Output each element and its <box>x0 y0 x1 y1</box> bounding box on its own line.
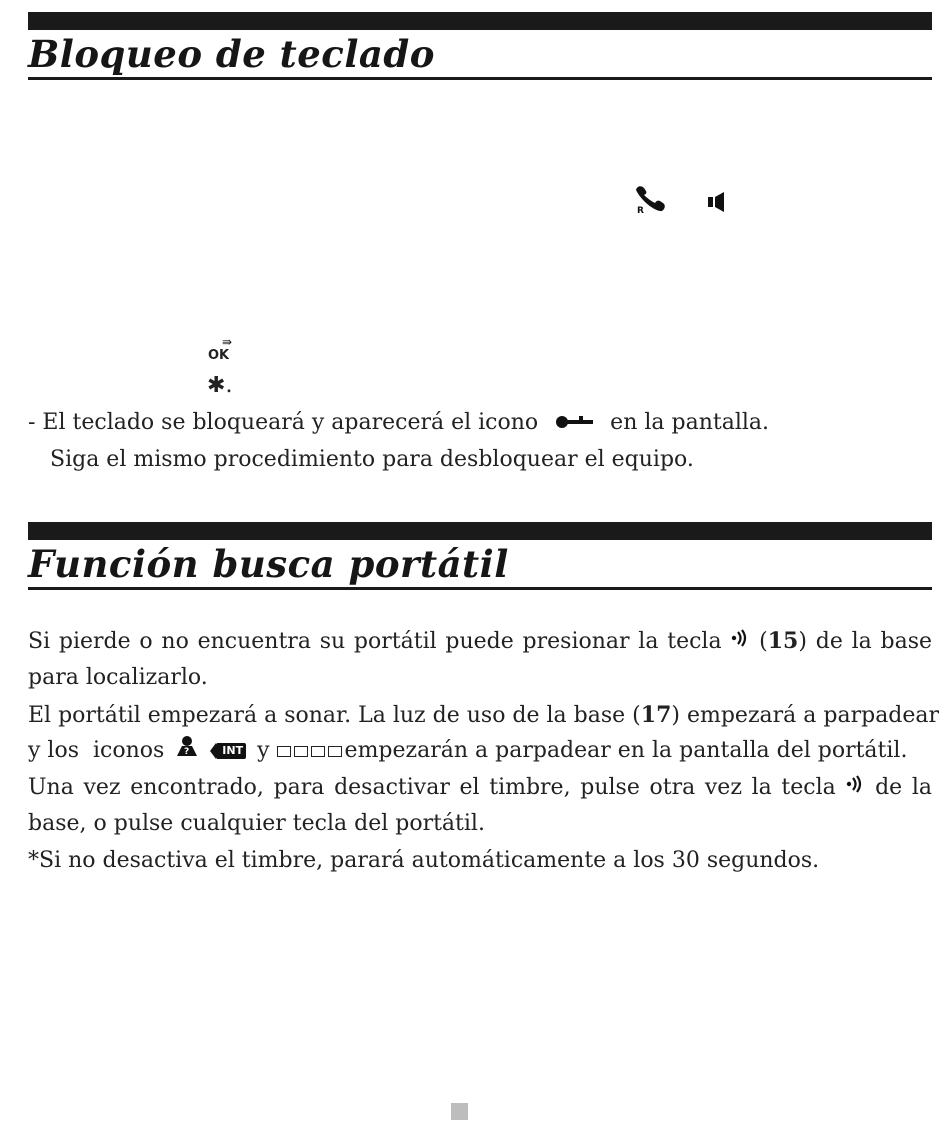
handset-person-icon <box>175 733 199 769</box>
paging-text-2b-label: ) empezará a parpadear <box>671 703 940 728</box>
section-top-band <box>28 12 932 30</box>
section-heading-rule <box>28 77 932 80</box>
section-heading-bloqueo: Bloqueo de teclado <box>28 32 435 76</box>
int-badge-icon: INT <box>216 743 246 759</box>
key-lock-icon <box>555 405 595 441</box>
paging-text-3b: de la <box>875 775 933 800</box>
paging-text-2c: empezarán a parpadear en la pantalla del portátil. <box>344 738 908 763</box>
paging-para-line-2: para localizarlo. <box>28 665 208 690</box>
paging-para-line-4 <box>28 733 907 769</box>
section-heading-busca: Función busca portátil <box>28 542 509 586</box>
paging-para-footnote: *Si no desactiva el timbre, parará automáticamente a los 30 segundos. <box>28 848 820 873</box>
star-step-suffix: . <box>225 373 233 398</box>
empty-box-icon <box>277 746 291 757</box>
svg-text:?: ? <box>184 747 190 757</box>
section-heading-rule-2 <box>28 587 932 590</box>
paging-key-ref: (15) <box>759 628 807 654</box>
lock-result-suffix: en la pantalla. <box>610 410 770 435</box>
empty-box-icon <box>294 746 308 757</box>
paging-para-line-3 <box>28 697 940 734</box>
empty-boxes-icon <box>277 733 345 769</box>
paging-para-line-5 <box>28 770 932 806</box>
page-signal-icon <box>730 624 750 660</box>
phone-r-icon <box>632 184 668 220</box>
unlock-instruction-line: Siga el mismo procedimiento para desbloquear el equipo. <box>50 447 694 472</box>
led-key-number: 17 <box>640 702 672 728</box>
paging-para-line-1 <box>28 623 932 660</box>
ok-key-arrow-icon: ⇛ <box>222 335 233 349</box>
speaker-icon <box>707 190 729 218</box>
star-step <box>207 371 232 401</box>
lock-result-prefix: - El teclado se bloqueará y aparecerá el icono <box>28 410 539 435</box>
ok-key-icon <box>208 335 233 363</box>
empty-box-icon <box>311 746 325 757</box>
paging-text-y: y <box>257 738 270 763</box>
paging-text-2a <box>28 703 939 728</box>
star-key-icon: ✱ <box>207 373 226 398</box>
page-signal-icon <box>845 770 865 806</box>
paging-text-icons-intro: y los iconos <box>28 738 165 763</box>
paging-para-line-6: base, o pulse cualquier tecla del portátil. <box>28 811 485 836</box>
paging-text-1a: Si pierde o no encuentra su portátil puede presionar la tecla <box>28 629 722 654</box>
paging-key-number: 15 <box>767 628 799 654</box>
paging-text-1b: de la base <box>815 629 933 654</box>
page-marker <box>451 1103 468 1120</box>
svg-text:R: R <box>637 206 644 216</box>
section-top-band-2 <box>28 522 932 540</box>
empty-box-icon <box>328 746 342 757</box>
paging-text-3a: Una vez encontrado, para desactivar el timbre, pulse otra vez la tecla <box>28 775 836 800</box>
paging-text-2a-label: El portátil empezará a sonar. La luz de uso de la base ( <box>28 703 641 728</box>
ok-key-label: OK <box>208 348 230 363</box>
lock-result-line <box>28 405 769 441</box>
